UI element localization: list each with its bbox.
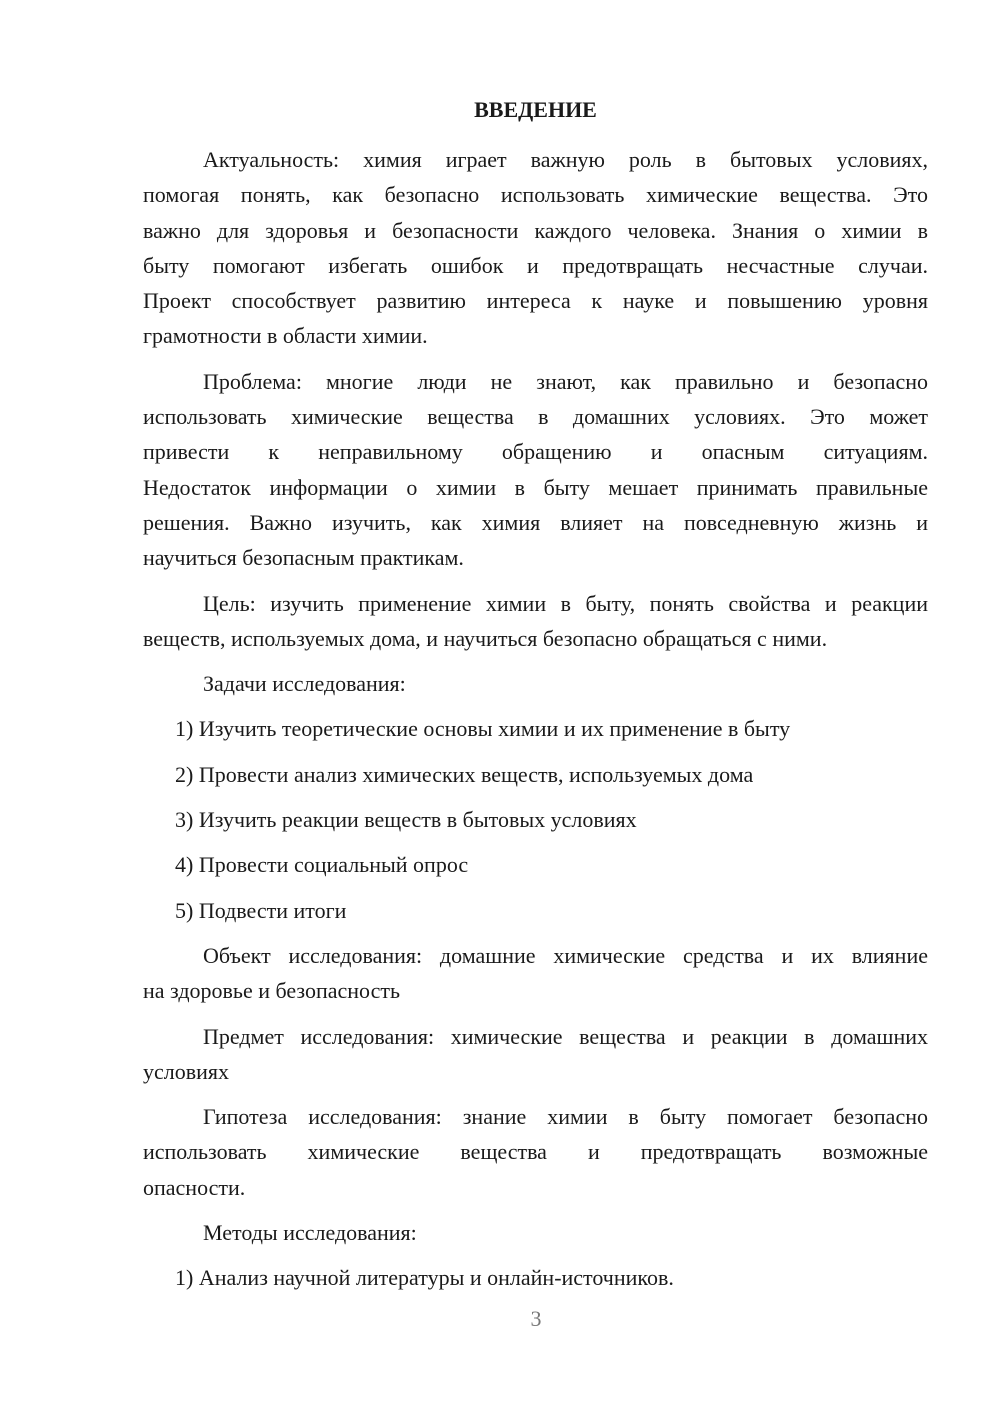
text-line: Гипотеза исследования: знание химии в быту помогает безопасно <box>203 1104 928 1130</box>
text-line: 2) Провести анализ химических веществ, используемых дома <box>175 761 754 787</box>
text-line: 4) Провести социальный опрос <box>175 852 469 878</box>
document-body <box>143 142 928 1296</box>
text-line: привести к неправильному обращению и опасным ситуациям. <box>143 439 928 465</box>
text-line: решения. Важно изучить, как химия влияет на повседневную жизнь и <box>143 509 928 535</box>
text-line: Недостаток информации о химии в быту мешает принимать правильные <box>143 474 928 500</box>
text-line: грамотности в области химии. <box>143 323 428 349</box>
section-title: ВВЕДЕНИЕ <box>474 97 597 122</box>
text-line: Объект исследования: домашние химические средства и их влияние <box>203 942 928 968</box>
page-number: 3 <box>530 1306 542 1331</box>
text-line: использовать химические вещества и предотвращать возможные <box>143 1139 928 1165</box>
text-line: 3) Изучить реакции веществ в бытовых условиях <box>175 807 637 833</box>
list-item <box>143 847 928 882</box>
text-line: на здоровье и безопасность <box>143 978 401 1004</box>
paragraph <box>143 142 928 354</box>
text-line: использовать химические вещества в домашних условиях. Это может <box>143 404 928 430</box>
text-line: условиях <box>143 1058 230 1084</box>
list-item <box>143 893 928 928</box>
text-line: Предмет исследования: химические вещества и реакции в домашних <box>203 1023 928 1049</box>
paragraph <box>143 938 928 1009</box>
list-item <box>143 1260 928 1295</box>
paragraph <box>143 364 928 576</box>
text-line: 1) Изучить теоретические основы химии и их применение в быту <box>175 716 791 742</box>
text-line: помогая понять, как безопасно использовать химические вещества. Это <box>143 182 928 208</box>
text-line: Проект способствует развитию интереса к науке и повышению уровня <box>143 288 928 314</box>
text-line: научиться безопасным практикам. <box>143 545 464 571</box>
paragraph <box>143 666 928 701</box>
text-line: 1) Анализ научной литературы и онлайн-источников. <box>175 1265 674 1291</box>
text-line: опасности. <box>143 1174 246 1200</box>
text-line: Цель: изучить применение химии в быту, понять свойства и реакции <box>203 590 928 616</box>
text-line: Задачи исследования: <box>203 671 406 697</box>
text-line: Проблема: многие люди не знают, как правильно и безопасно <box>203 368 928 394</box>
paragraph <box>143 1215 928 1250</box>
document-page <box>143 92 928 1306</box>
list-item <box>143 711 928 746</box>
text-line: Методы исследования: <box>203 1220 417 1246</box>
list-item <box>143 757 928 792</box>
text-line: Актуальность: химия играет важную роль в бытовых условиях, <box>203 147 928 172</box>
paragraph <box>143 1019 928 1090</box>
paragraph <box>143 586 928 657</box>
text-line: важно для здоровья и безопасности каждого человека. Знания о химии в <box>143 217 928 243</box>
text-line: 5) Подвести итоги <box>175 897 347 923</box>
text-line: быту помогают избегать ошибок и предотвращать несчастные случаи. <box>143 252 928 278</box>
paragraph <box>143 1099 928 1205</box>
text-line: веществ, используемых дома, и научиться безопасно обращаться с ними. <box>143 625 828 651</box>
list-item <box>143 802 928 837</box>
